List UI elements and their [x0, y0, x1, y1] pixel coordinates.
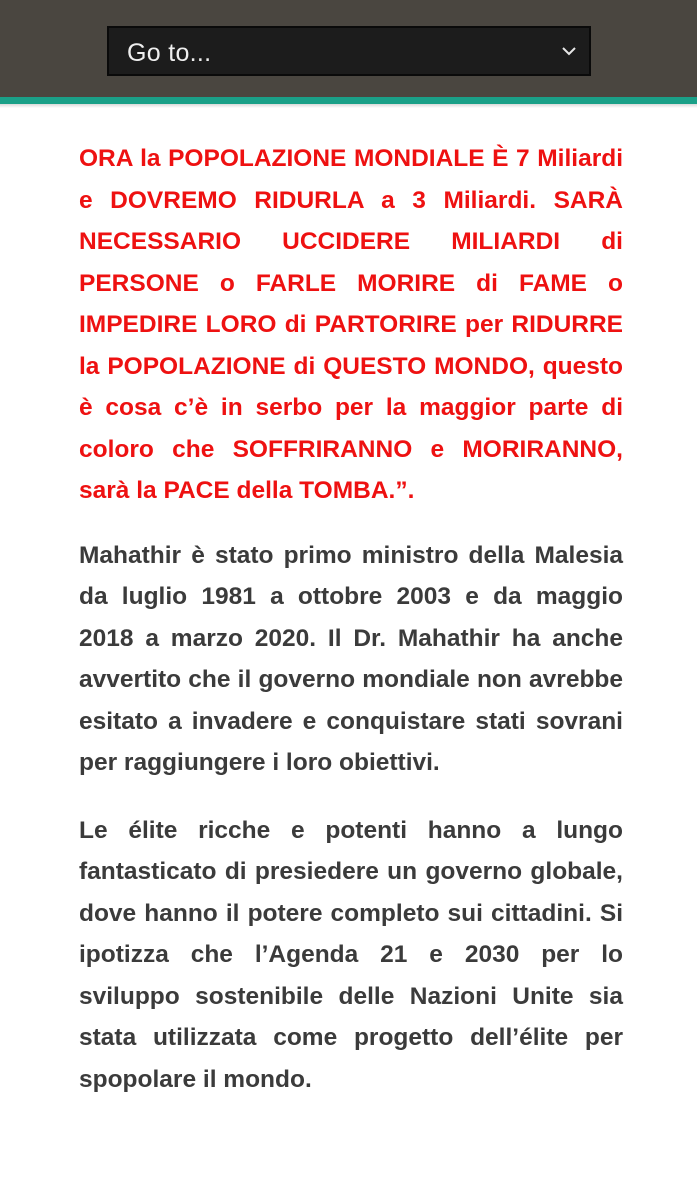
goto-select-label: Go to... — [127, 39, 212, 67]
site-header — [0, 0, 697, 97]
quote-paragraph: ORA la POPOLAZIONE MONDIALE È 7 Miliardi e DOVREMO RIDURLA a 3 Miliardi. SARÀ NECESSARIO UCCIDERE MILIARDI di PERSONE o FARLE MORIRE di FAME o IMPEDIRE LORO di PARTORIRE per RIDURRE la POPOLAZIONE di QUESTO MONDO, questo è cosa c’è in serbo per la maggior parte di coloro che SOFFRIRANNO e MORIRANNO, sarà la PACE della TOMBA.”. — [79, 145, 623, 504]
article-paragraph: Mahathir è stato primo ministro della Malesia da luglio 1981 a ottobre 2003 e da maggio 2018 a marzo 2020. Il Dr. Mahathir ha anche avvertito che il governo mondiale non avrebbe esitato a invadere e conquistare stati sovrani per raggiungere i loro obiettivi. — [79, 541, 623, 776]
goto-navigation-select[interactable] — [107, 26, 591, 76]
article-paragraph: Le élite ricche e potenti hanno a lungo fantasticato di presiedere un governo globale, dove hanno il potere completo sui cittadini. Si ipotizza che l’Agenda 21 e 2030 per lo sviluppo sostenibile delle Nazioni Unite sia stata utilizzata come progetto dell’élite per spopolare il mondo. — [79, 816, 623, 1093]
header-accent-divider — [0, 97, 697, 108]
chevron-down-icon — [561, 45, 577, 57]
article-body — [0, 108, 697, 1100]
